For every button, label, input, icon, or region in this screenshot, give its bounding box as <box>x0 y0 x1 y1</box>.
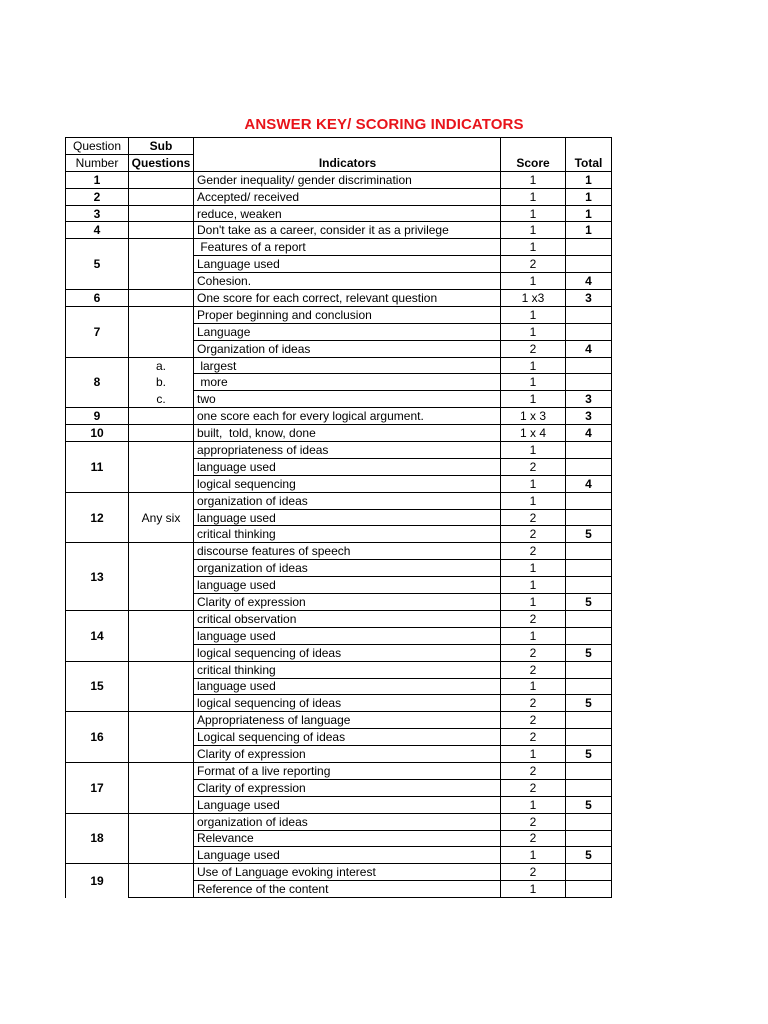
sub-question <box>129 577 194 594</box>
table-row <box>66 796 612 813</box>
header-blank-ind <box>194 138 501 155</box>
question-number: 10 <box>66 425 129 442</box>
question-number: 16 <box>66 712 129 763</box>
total-cell: 5 <box>566 796 612 813</box>
table-row <box>66 442 612 459</box>
sub-question <box>129 205 194 222</box>
sub-question <box>129 695 194 712</box>
question-number: 6 <box>66 290 129 307</box>
total-cell <box>566 712 612 729</box>
sub-question <box>129 340 194 357</box>
total-cell: 5 <box>566 644 612 661</box>
indicator-cell: critical thinking <box>194 526 501 543</box>
score-cell: 1 <box>501 594 566 611</box>
total-cell <box>566 830 612 847</box>
total-cell <box>566 306 612 323</box>
header-row-top <box>66 138 612 155</box>
total-cell <box>566 560 612 577</box>
table-row <box>66 729 612 746</box>
total-cell: 5 <box>566 847 612 864</box>
indicator-cell: Accepted/ received <box>194 188 501 205</box>
indicator-cell: Organization of ideas <box>194 340 501 357</box>
sub-question <box>129 323 194 340</box>
header-sub-bottom: Questions <box>129 154 194 171</box>
question-number: 2 <box>66 188 129 205</box>
total-cell: 5 <box>566 746 612 763</box>
total-cell <box>566 813 612 830</box>
score-cell: 2 <box>501 779 566 796</box>
indicator-cell: Clarity of expression <box>194 779 501 796</box>
indicator-cell: Relevance <box>194 830 501 847</box>
question-number: 15 <box>66 661 129 712</box>
indicator-cell: language used <box>194 458 501 475</box>
total-cell <box>566 881 612 898</box>
indicator-cell: logical sequencing of ideas <box>194 644 501 661</box>
header-score: Score <box>501 154 566 171</box>
total-cell <box>566 442 612 459</box>
sub-question: Any six <box>129 492 194 543</box>
table-row <box>66 256 612 273</box>
table-row <box>66 222 612 239</box>
score-cell: 2 <box>501 340 566 357</box>
indicator-cell: Reference of the content <box>194 881 501 898</box>
score-cell: 1 <box>501 442 566 459</box>
table-row <box>66 762 612 779</box>
table-row <box>66 171 612 188</box>
indicator-cell: critical observation <box>194 610 501 627</box>
sub-question <box>129 239 194 256</box>
total-cell: 1 <box>566 205 612 222</box>
total-cell: 4 <box>566 340 612 357</box>
total-cell <box>566 627 612 644</box>
indicator-cell: Clarity of expression <box>194 594 501 611</box>
score-cell: 1 <box>501 391 566 408</box>
total-cell <box>566 458 612 475</box>
indicator-cell: Proper beginning and conclusion <box>194 306 501 323</box>
question-number: 5 <box>66 239 129 290</box>
table-row <box>66 661 612 678</box>
question-number: 17 <box>66 762 129 813</box>
score-cell: 1 <box>501 881 566 898</box>
question-number: 14 <box>66 610 129 661</box>
sub-question <box>129 712 194 729</box>
table-row <box>66 374 612 391</box>
sub-question <box>129 830 194 847</box>
score-cell: 2 <box>501 644 566 661</box>
score-cell: 2 <box>501 762 566 779</box>
score-cell: 2 <box>501 543 566 560</box>
score-cell: 2 <box>501 813 566 830</box>
indicator-cell: organization of ideas <box>194 813 501 830</box>
score-cell: 2 <box>501 509 566 526</box>
sub-question <box>129 813 194 830</box>
sub-question <box>129 560 194 577</box>
total-cell: 3 <box>566 408 612 425</box>
question-number: 7 <box>66 306 129 357</box>
indicator-cell: Format of a live reporting <box>194 762 501 779</box>
indicator-cell: built, told, know, done <box>194 425 501 442</box>
table-row <box>66 290 612 307</box>
scoring-table-body <box>66 138 612 898</box>
score-cell: 2 <box>501 256 566 273</box>
sub-question <box>129 458 194 475</box>
sub-question <box>129 644 194 661</box>
table-row <box>66 881 612 898</box>
total-cell <box>566 610 612 627</box>
sub-question <box>129 290 194 307</box>
score-cell: 1 <box>501 678 566 695</box>
score-cell: 1 <box>501 627 566 644</box>
score-cell: 2 <box>501 661 566 678</box>
question-number: 4 <box>66 222 129 239</box>
table-row <box>66 458 612 475</box>
total-cell: 3 <box>566 290 612 307</box>
sub-question <box>129 847 194 864</box>
sub-question <box>129 678 194 695</box>
score-cell: 1 <box>501 577 566 594</box>
table-row <box>66 594 612 611</box>
indicator-cell: logical sequencing <box>194 475 501 492</box>
sub-question <box>129 475 194 492</box>
indicator-cell: language used <box>194 678 501 695</box>
table-row <box>66 712 612 729</box>
table-row <box>66 813 612 830</box>
indicator-cell: reduce, weaken <box>194 205 501 222</box>
score-cell: 1 <box>501 796 566 813</box>
total-cell <box>566 374 612 391</box>
score-cell: 1 <box>501 560 566 577</box>
indicator-cell: Language used <box>194 847 501 864</box>
question-number: 1 <box>66 171 129 188</box>
total-cell: 1 <box>566 171 612 188</box>
header-blank-total <box>566 138 612 155</box>
total-cell: 5 <box>566 594 612 611</box>
indicator-cell: Logical sequencing of ideas <box>194 729 501 746</box>
sub-question <box>129 881 194 898</box>
table-row <box>66 830 612 847</box>
score-cell: 1 <box>501 239 566 256</box>
table-row <box>66 391 612 408</box>
total-cell <box>566 661 612 678</box>
score-cell: 1 <box>501 171 566 188</box>
table-row <box>66 408 612 425</box>
total-cell: 5 <box>566 695 612 712</box>
indicator-cell: Clarity of expression <box>194 746 501 763</box>
indicator-cell: appropriateness of ideas <box>194 442 501 459</box>
sub-question <box>129 408 194 425</box>
total-cell: 4 <box>566 475 612 492</box>
score-cell: 1 <box>501 492 566 509</box>
indicator-cell: language used <box>194 509 501 526</box>
total-cell <box>566 256 612 273</box>
question-number: 8 <box>66 357 129 408</box>
header-blank-score <box>501 138 566 155</box>
table-row <box>66 425 612 442</box>
indicator-cell: Language <box>194 323 501 340</box>
total-cell: 1 <box>566 188 612 205</box>
indicator-cell: Use of Language evoking interest <box>194 864 501 881</box>
scoring-table <box>65 137 612 898</box>
table-row <box>66 695 612 712</box>
question-number: 13 <box>66 543 129 611</box>
indicator-cell: One score for each correct, relevant question <box>194 290 501 307</box>
table-row <box>66 239 612 256</box>
score-cell: 2 <box>501 610 566 627</box>
table-row <box>66 188 612 205</box>
sub-question <box>129 661 194 678</box>
sub-question <box>129 188 194 205</box>
question-number: 12 <box>66 492 129 543</box>
score-cell: 1 x 4 <box>501 425 566 442</box>
page-title: ANSWER KEY/ SCORING INDICATORS <box>244 116 524 133</box>
table-row <box>66 864 612 881</box>
score-cell: 2 <box>501 864 566 881</box>
sub-question <box>129 610 194 627</box>
sub-question: b. <box>129 374 194 391</box>
score-cell: 1 <box>501 357 566 374</box>
score-cell: 2 <box>501 526 566 543</box>
indicator-cell: organization of ideas <box>194 560 501 577</box>
indicator-cell: Gender inequality/ gender discrimination <box>194 171 501 188</box>
sub-question <box>129 171 194 188</box>
table-row <box>66 627 612 644</box>
indicator-cell: Language used <box>194 256 501 273</box>
indicator-cell: Don't take as a career, consider it as a privilege <box>194 222 501 239</box>
sub-question <box>129 746 194 763</box>
sub-question <box>129 543 194 560</box>
table-row <box>66 779 612 796</box>
indicator-cell: Appropriateness of language <box>194 712 501 729</box>
score-cell: 1 x 3 <box>501 408 566 425</box>
score-cell: 1 <box>501 475 566 492</box>
indicator-cell: Features of a report <box>194 239 501 256</box>
total-cell <box>566 543 612 560</box>
total-cell <box>566 357 612 374</box>
total-cell <box>566 729 612 746</box>
sub-question <box>129 796 194 813</box>
table-row <box>66 746 612 763</box>
indicator-cell: largest <box>194 357 501 374</box>
header-row-bottom <box>66 154 612 171</box>
sub-question <box>129 779 194 796</box>
total-cell <box>566 779 612 796</box>
table-row <box>66 644 612 661</box>
sub-question <box>129 762 194 779</box>
table-row <box>66 340 612 357</box>
indicator-cell: language used <box>194 627 501 644</box>
sub-question <box>129 425 194 442</box>
question-number: 18 <box>66 813 129 864</box>
score-cell: 1 <box>501 374 566 391</box>
score-cell: 2 <box>501 830 566 847</box>
score-cell: 1 <box>501 205 566 222</box>
sub-question <box>129 306 194 323</box>
question-number: 11 <box>66 442 129 493</box>
table-row <box>66 678 612 695</box>
score-cell: 1 <box>501 188 566 205</box>
question-number: 9 <box>66 408 129 425</box>
score-cell: 1 x3 <box>501 290 566 307</box>
total-cell: 1 <box>566 222 612 239</box>
table-row <box>66 306 612 323</box>
total-cell: 3 <box>566 391 612 408</box>
sub-question <box>129 256 194 273</box>
indicator-cell: two <box>194 391 501 408</box>
total-cell: 5 <box>566 526 612 543</box>
total-cell <box>566 492 612 509</box>
table-row <box>66 492 612 509</box>
table-row <box>66 357 612 374</box>
score-cell: 1 <box>501 306 566 323</box>
table-row <box>66 577 612 594</box>
header-total: Total <box>566 154 612 171</box>
sub-question <box>129 594 194 611</box>
question-number: 3 <box>66 205 129 222</box>
header-question-top: Question <box>66 138 129 155</box>
table-row <box>66 610 612 627</box>
total-cell <box>566 323 612 340</box>
score-cell: 2 <box>501 712 566 729</box>
sub-question <box>129 729 194 746</box>
table-row <box>66 273 612 290</box>
total-cell <box>566 678 612 695</box>
indicator-cell: organization of ideas <box>194 492 501 509</box>
table-row <box>66 475 612 492</box>
total-cell <box>566 577 612 594</box>
score-cell: 1 <box>501 222 566 239</box>
table-row <box>66 560 612 577</box>
indicator-cell: language used <box>194 577 501 594</box>
header-sub-top: Sub <box>129 138 194 155</box>
total-cell <box>566 762 612 779</box>
table-row <box>66 323 612 340</box>
total-cell <box>566 509 612 526</box>
header-question-bottom: Number <box>66 154 129 171</box>
score-cell: 2 <box>501 458 566 475</box>
sub-question <box>129 864 194 881</box>
table-row <box>66 543 612 560</box>
indicator-cell: logical sequencing of ideas <box>194 695 501 712</box>
sub-question <box>129 442 194 459</box>
score-cell: 1 <box>501 847 566 864</box>
score-cell: 2 <box>501 729 566 746</box>
table-row <box>66 847 612 864</box>
score-cell: 1 <box>501 273 566 290</box>
sub-question <box>129 273 194 290</box>
total-cell <box>566 864 612 881</box>
indicator-cell: Language used <box>194 796 501 813</box>
sub-question <box>129 627 194 644</box>
sub-question: a. <box>129 357 194 374</box>
score-cell: 2 <box>501 695 566 712</box>
sub-question <box>129 222 194 239</box>
sub-question: c. <box>129 391 194 408</box>
total-cell: 4 <box>566 273 612 290</box>
indicator-cell: critical thinking <box>194 661 501 678</box>
indicator-cell: one score each for every logical argument. <box>194 408 501 425</box>
table-row <box>66 205 612 222</box>
indicator-cell: discourse features of speech <box>194 543 501 560</box>
indicator-cell: Cohesion. <box>194 273 501 290</box>
total-cell: 4 <box>566 425 612 442</box>
score-cell: 1 <box>501 323 566 340</box>
question-number: 19 <box>66 864 129 898</box>
header-indicators: Indicators <box>194 154 501 171</box>
total-cell <box>566 239 612 256</box>
indicator-cell: more <box>194 374 501 391</box>
score-cell: 1 <box>501 746 566 763</box>
